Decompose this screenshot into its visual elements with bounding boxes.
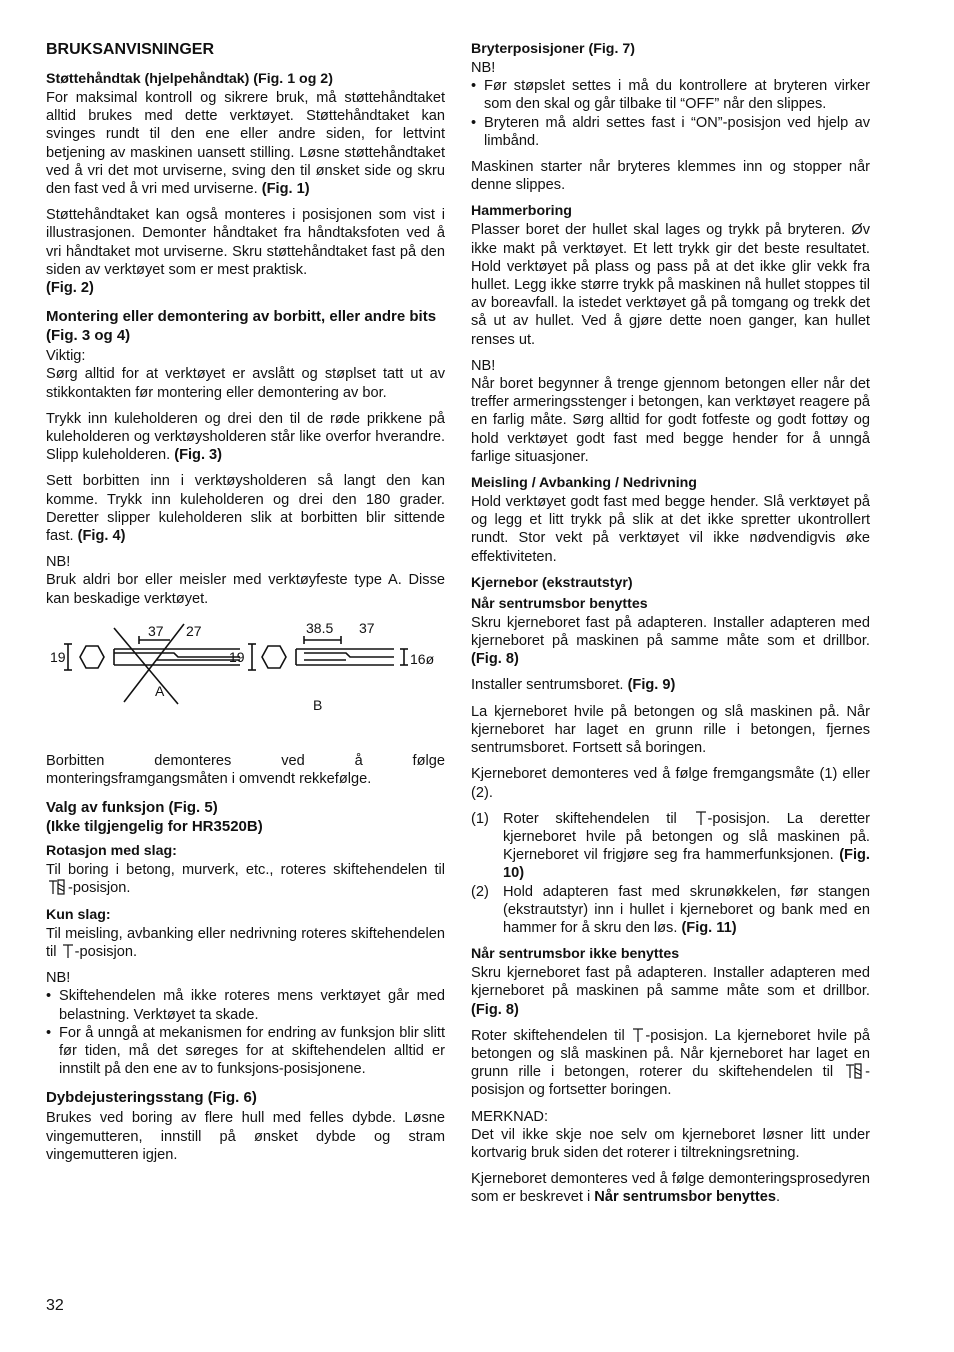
left-column (46, 38, 445, 1172)
fig-a-dim-27: 27 (186, 622, 202, 639)
page-number: 32 (46, 1297, 64, 1314)
section-title-hammer-drilling: Hammerboring (471, 203, 572, 220)
rotation-hammer-icon (844, 1063, 864, 1079)
section-title-switch: Bryterposisjoner (Fig. 7) (471, 41, 635, 57)
paragraph: Plasser boret der hullet skal lages og trykk på bryteren. Øv ikke makt på verktøyet. Et lett trykk gir det beste resultatet. Hold verktøyet på plass og pass på at det ikke glir vekk fra hullet. Legg ikke større trykk på maskinen nå hullet stoppes til av boreavfall. la istedet verktøyet gå på tomgang og trekk det så ut av hullet. Ved å gjøre dette noen ganger, kan hullet renses ut. (471, 222, 870, 348)
bullet-list (471, 77, 870, 150)
paragraph: Støttehåndtaket kan også monteres i posisjonen som vist i illustrasjonen. Demonter håndtaket fra håndtaksfoten ved å vri håndtaket mot urviserne. Skru støttehåndtaket fast på den siden av verktøyet som er mest praktisk. (Fig. 2) (46, 207, 445, 297)
paragraph: Roter skiftehendelen til -posisjon. La kjerneboret hvile på betongen og slå maskinen på. Når kjerneboret har laget en grunn rille i betongen, roterer du skiftehendelen til -posisjon og fortsetter boringen. (471, 1027, 870, 1099)
fig-b-dim-37: 37 (359, 621, 375, 636)
fig-b-dim-19: 19 (229, 648, 245, 665)
list-item: • Skiftehendelen må ikke roteres mens verktøyet går med belastning. Verktøyet ta skade. (46, 987, 445, 1023)
page-heading: BRUKSANVISNINGER (46, 41, 215, 58)
right-column (471, 38, 870, 1215)
paragraph: Hold verktøyet godt fast med begge hender. Slå verktøyet på og legg et litt trykk på slik at det ikke spretter ukontrollert rundt. Stor vekt på verktøyet vil ikke nødvendigvis øke effektiviteten. (471, 494, 870, 565)
fig-a-label: A (155, 682, 165, 699)
section-title-support-handle: Støttehåndtak (hjelpehåndtak) (Fig. 1 og 2) (46, 71, 333, 87)
fig-b-dim-16: 16ø (410, 650, 435, 667)
section-title-function: Valg av funksjon (Fig. 5) (Ikke tilgjengelig for HR3520B) (46, 799, 263, 836)
hex-icon (262, 646, 286, 668)
subsection-without-center-bit: Når sentrumsbor ikke benyttes (471, 946, 680, 963)
paragraph: Skru kjerneboret fast på adapteren. Installer adapteren med kjerneboret på maskinen på samme måte som et drillbor. (Fig. 8) (471, 965, 870, 1018)
subsection-hammer-only: Kun slag: (46, 906, 111, 923)
paragraph: Trykk inn kuleholderen og drei den til de røde prikkene på kuleholderen og verktøysholderen står like overfor hverandre. Slipp kuleholderen. (Fig. 3) (46, 410, 445, 464)
paragraph: Sett borbitten inn i verktøysholderen så langt den kan komme. Trykk inn kuleholderen og drei den 180 grader. Deretter slipper kuleholderen slik at borbitten blir sittende fast. (Fig. 4) (46, 473, 445, 545)
paragraph: NB! Når boret begynner å trenge gjennom betongen eller når det treffer armeringsstenger i betongen, kan verktøyet reagere på en farlig måte. Sørg alltid for godt fotfeste og godt fottøy og hold verktøyet godt fast med begge hender for å unngå farlige situasjoner. (471, 357, 870, 465)
paragraph: Viktig: Sørg alltid for at verktøyet er avslått og støplset tatt ut av stikkontakten før montering eller demontering av bor. (46, 348, 445, 401)
subsection-with-center-bit: Når sentrumsbor benyttes (471, 595, 648, 612)
bit-shank-figure (46, 622, 445, 740)
hammer-only-icon (632, 1027, 644, 1043)
hammer-only-icon (62, 943, 74, 959)
section-title-bit-mounting: Montering eller demontering av borbitt, eller andre bits (Fig. 3 og 4) (46, 308, 437, 345)
fig-b-label: B (313, 696, 323, 713)
paragraph: Kjerneboret demonteres ved å følge fremgangsmåte (1) eller (2). (471, 766, 870, 801)
paragraph: Skru kjerneboret fast på adapteren. Installer adapteren med kjerneboret på maskinen på samme måte som et drillbor. (Fig. 8) (471, 614, 870, 668)
hammer-only-icon (695, 810, 707, 826)
paragraph: Til boring i betong, murverk, etc., roteres skiftehendelen til -posisjon. (46, 862, 445, 897)
rotation-hammer-icon (47, 879, 67, 895)
fig-a-dim-19: 19 (50, 648, 66, 665)
paragraph: Maskinen starter når bryteres klemmes inn og stopper når denne slippes. (471, 159, 870, 194)
nb-label: NB! (471, 60, 496, 76)
paragraph: Borbitten demonteres ved å følge monteringsframgangsmåten i omvendt rekkefølge. (46, 752, 445, 788)
paragraph: MERKNAD: Det vil ikke skje noe selv om kjerneboret løsner litt under kortvarig bruk siden det roterer i tiltrekningsretning. (471, 1108, 870, 1161)
hex-icon (80, 646, 104, 668)
subsection-rotation-hammer: Rotasjon med slag: (46, 843, 177, 860)
list-item: • Før støpslet settes i må du kontrollere at bryteren virker som den skal og går tilbake til “OFF” når den slippes. (471, 77, 870, 113)
bit-shank-diagram (46, 622, 445, 740)
paragraph: Til meisling, avbanking eller nedrivning roteres skiftehendelen til -posisjon. (46, 925, 445, 960)
bullet-list (46, 987, 445, 1078)
paragraph: Kjerneboret demonteres ved å følge demonteringsprosedyren som er beskrevet i Når sentrumsbor benyttes. (471, 1171, 870, 1206)
paragraph: Installer sentrumsboret. (Fig. 9) (471, 677, 676, 694)
fig-a-dim-37: 37 (148, 622, 164, 639)
list-item: (2) Hold adapteren fast med skrunøkkelen, før stangen (ekstrautstyr) inn i hullet i kjerneboret og bank med en hammer for å skru den løs. (Fig. 11) (471, 883, 870, 936)
paragraph: La kjerneboret hvile på betongen og slå maskinen på. Når kjerneboret har laget en grunn rille i betongen, fjernes sentrumsboret. Fortsett så boringen. (471, 703, 870, 757)
list-item: • Bryteren må aldri settes fast i “ON”-posisjon ved hjelp av limbånd. (471, 114, 870, 150)
list-item: • For å unngå at mekanismen for endring av funksjon blir slitt før tiden, må det søreges for at skiftehendelen alltid er innstilt på den ene av to funksjons-posisjonene. (46, 1024, 445, 1079)
fig-b-dim-38-5: 38.5 (306, 621, 334, 636)
paragraph: NB! Bruk aldri bor eller meisler med verktøyfeste type A. Disse kan beskadige verktøyet. (46, 554, 445, 607)
list-item: (1) Roter skiftehendelen til -posisjon. La deretter kjerneboret hvile på betongen og slå maskinen på. Kjerneboret vil frigjøre seg fra hammerfunksjonen. (Fig. 10) (471, 810, 870, 882)
nb-label: NB! (46, 970, 71, 987)
section-title-core-bit: Kjernebor (ekstrautstyr) (471, 574, 633, 591)
paragraph: Brukes ved boring av flere hull med felles dybde. Løsne vingemutteren, innstill på ønsket dybde og stram vingemutteren igjen. (46, 1110, 445, 1163)
section-title-depth-rod: Dybdejusteringsstang (Fig. 6) (46, 1089, 257, 1107)
numbered-list (471, 810, 870, 937)
paragraph: For maksimal kontroll og sikrere bruk, må støttehåndtaket alltid brukes med dette verktøyet. Støttehåndtaket kan svinges rundt til den ene eller andre siden, for lettvint betjening av maskinen uansett stilling. Løsne støttehåndtaket ved å vri det mot urviserne, sving den til ønsket side og skru den fast ved å vri med urviserne. (Fig. 1) (46, 90, 445, 198)
section-title-chiselling: Meisling / Avbanking / Nedrivning (471, 475, 697, 492)
